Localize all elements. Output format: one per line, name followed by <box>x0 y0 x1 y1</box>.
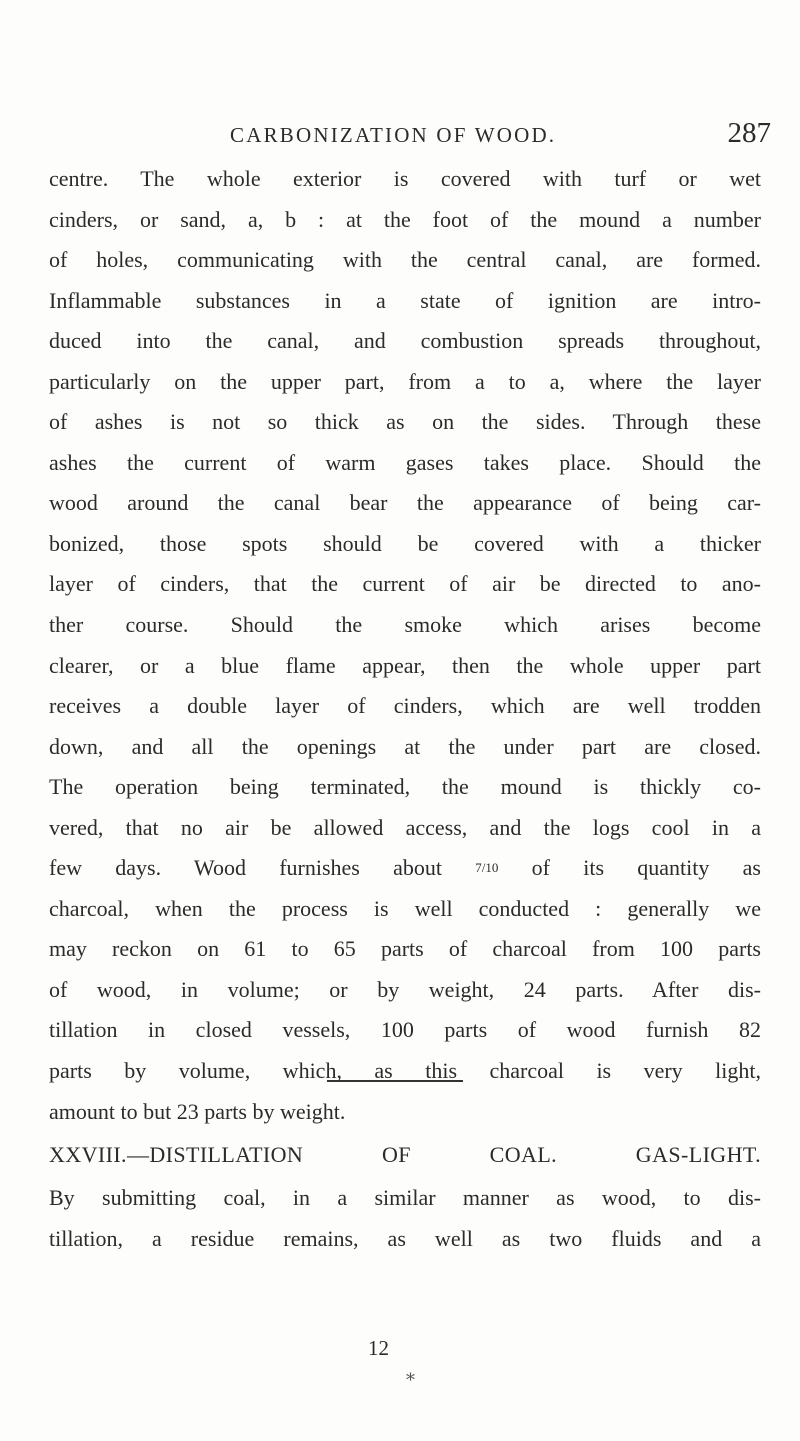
text-line: charcoal, when the process is well conducted : generally we <box>49 895 761 921</box>
text-line: clearer, or a blue flame appear, then the whole upper part <box>49 652 761 678</box>
text-line: vered, that no air be allowed access, and the logs cool in a <box>49 814 761 840</box>
page-number: 287 <box>727 117 771 149</box>
section-paragraph <box>49 1178 761 1259</box>
text-line: ther course. Should the smoke which arises become <box>49 612 761 638</box>
text-line: wood around the canal bear the appearance of being car- <box>49 490 761 516</box>
text-line: ashes the current of warm gases takes place. Should the <box>49 449 761 475</box>
body-paragraph <box>49 159 761 1132</box>
text-line: tillation in closed vessels, 100 parts of wood furnish 82 <box>49 1017 761 1043</box>
running-head <box>0 117 800 157</box>
text-line: particularly on the upper part, from a to a, where the layer <box>49 368 761 394</box>
text-line: of holes, communicating with the central canal, are formed. <box>49 247 761 273</box>
text-line: Inflammable substances in a state of ignition are intro- <box>49 287 761 313</box>
fraction-line-before: few days. Wood furnishes about <box>49 855 442 881</box>
fraction-line-after: of its quantity as <box>531 855 761 881</box>
text-line: receives a double layer of cinders, which are well trodden <box>49 693 761 719</box>
section-divider-rule <box>327 1080 463 1082</box>
text-line: centre. The whole exterior is covered with turf or wet <box>49 166 761 191</box>
section-heading: XXVIII.—DISTILLATION OF COAL. GAS-LIGHT. <box>49 1142 761 1167</box>
text-line: of ashes is not so thick as on the sides. Through these <box>49 409 761 435</box>
text-line: The operation being terminated, the mound is thickly co- <box>49 774 761 800</box>
text-line: down, and all the openings at the under part are closed. <box>49 733 761 759</box>
printer-mark: * <box>406 1370 415 1391</box>
text-line: By submitting coal, in a similar manner as wood, to dis- <box>49 1185 761 1210</box>
fraction-seven-tenths: 7/10 <box>475 860 499 876</box>
text-line: of wood, in volume; or by weight, 24 parts. After dis- <box>49 976 761 1002</box>
signature-mark: 12 <box>368 1336 389 1360</box>
text-line-last: amount to but 23 parts by weight. <box>49 1098 346 1124</box>
text-line: layer of cinders, that the current of air be directed to ano- <box>49 571 761 597</box>
text-line: bonized, those spots should be covered with a thicker <box>49 530 761 556</box>
text-line: may reckon on 61 to 65 parts of charcoal from 100 parts <box>49 936 761 962</box>
text-line: parts by volume, which, as this charcoal is very light, <box>49 1058 761 1084</box>
text-line-with-fraction <box>49 848 761 889</box>
running-title: CARBONIZATION OF WOOD. <box>230 123 557 147</box>
text-line: duced into the canal, and combustion spreads throughout, <box>49 328 761 354</box>
text-line: cinders, or sand, a, b : at the foot of the mound a number <box>49 206 761 232</box>
text-line: tillation, a residue remains, as well as two fluids and a <box>49 1225 761 1251</box>
